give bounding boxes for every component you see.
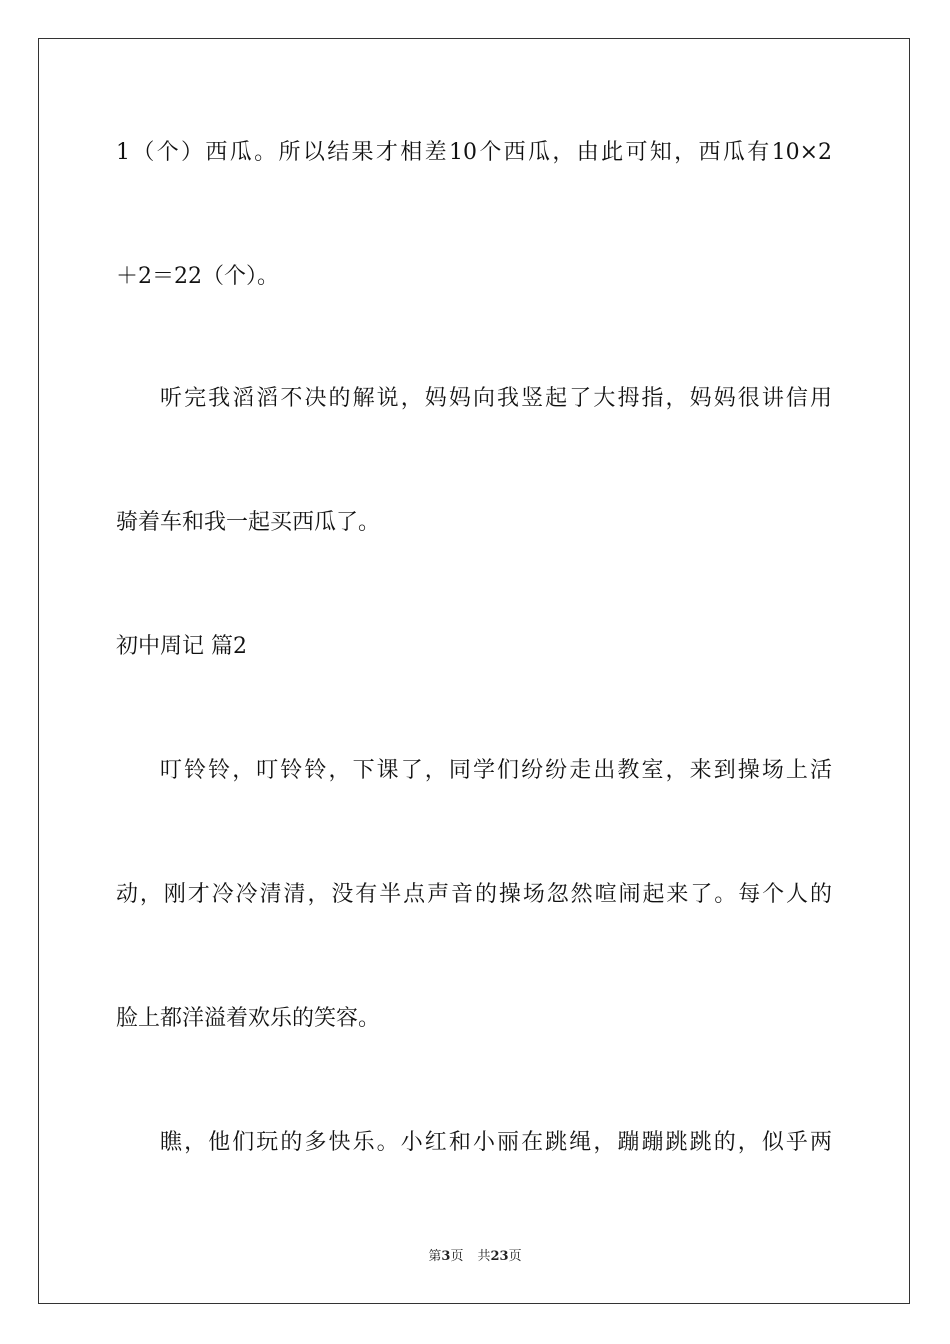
paragraph-line: 听完我滔滔不决的解说，妈妈向我竖起了大拇指，妈妈很讲信用 [160, 386, 832, 411]
total-pages: 23 [490, 1249, 509, 1264]
paragraph-line: 脸上都洋溢着欢乐的笑容。 [116, 1006, 381, 1031]
paragraph-line: 1（个）西瓜。所以结果才相差10个西瓜，由此可知，西瓜有10×2 [116, 140, 832, 165]
total-suffix: 页 [508, 1249, 522, 1264]
total-prefix: 共 [477, 1249, 491, 1264]
paragraph-line: 叮铃铃，叮铃铃，下课了，同学们纷纷走出教室，来到操场上活 [160, 758, 832, 783]
paragraph-line: 骑着车和我一起买西瓜了。 [116, 510, 381, 535]
page-prefix: 第 [428, 1249, 442, 1264]
page-border [38, 38, 910, 1304]
page-number: 3 [441, 1249, 451, 1264]
paragraph-line: 瞧，他们玩的多快乐。小红和小丽在跳绳，蹦蹦跳跳的，似乎两 [160, 1130, 832, 1155]
section-heading: 初中周记 篇2 [116, 634, 247, 659]
paragraph-line: ＋2＝22（个）。 [116, 264, 279, 289]
paragraph-line: 动，刚才冷冷清清，没有半点声音的操场忽然喧闹起来了。每个人的 [116, 882, 832, 907]
page-footer [0, 1248, 950, 1266]
page-suffix: 页 [450, 1249, 464, 1264]
